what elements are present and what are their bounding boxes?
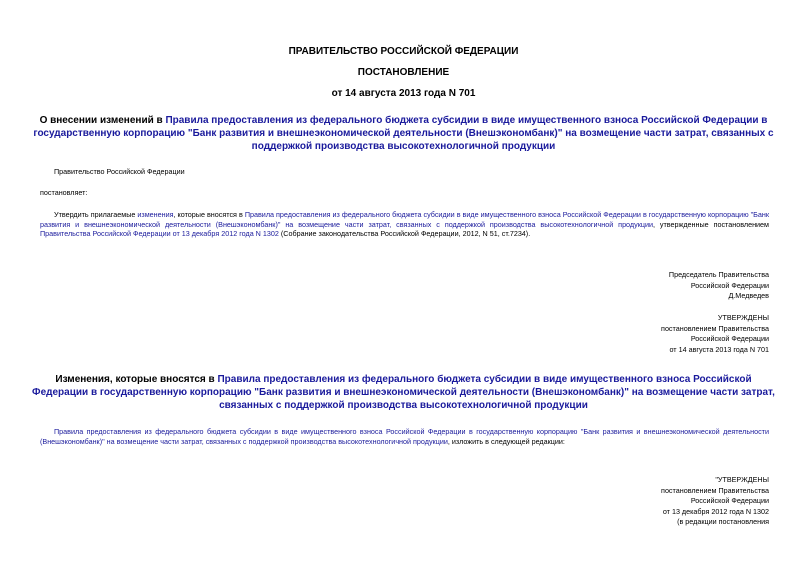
para1-text-4: (Собрание законодательства Российской Федерации, 2012, N 51, ст.7234). [278, 229, 531, 238]
approved2-line-3: Российской Федерации [690, 496, 769, 505]
changes-title-prefix: Изменения, которые вносятся в [55, 374, 218, 385]
changes-para-suffix: , изложить в следующей редакции: [447, 436, 565, 446]
government-heading: ПРАВИТЕЛЬСТВО РОССИЙСКОЙ ФЕДЕРАЦИИ [288, 46, 519, 57]
approved2-line-5: (в редакции постановления [677, 517, 769, 526]
changes-link[interactable]: изменения [137, 210, 174, 219]
signature-line-2: Российской Федерации [690, 280, 769, 290]
resolution-1302-link[interactable]: Правительства Российской Федерации от 13 декабря 2012 года N 1302 [40, 229, 279, 238]
government-line: Правительство Российской Федерации [54, 167, 185, 176]
para1-text-2: , которые вносятся в [173, 210, 245, 219]
title-rules-link[interactable]: Правила предоставления из федерального бюджета субсидии в виде имущественного взноса Российской Федерации в государственную корпорацию "Банк развития и внешнеэкономической деятельности (Внешэкономбанк)" на возмещение части затрат, связанных с поддержкой производства высокотехнологичной продукции [33, 115, 774, 152]
approved-block [469, 313, 769, 355]
resolution-paragraph [40, 210, 769, 239]
approved2-line-4: от 13 декабря 2012 года N 1302 [662, 506, 769, 516]
changes-para-rules-link[interactable]: Правила предоставления из федерального бюджета субсидии в виде имущественного взноса Российской Федерации в государственную корпорацию "Банк развития и внешнеэкономической деятельности (Внешэкономбанк)" на возмещение части затрат, связанных с поддержкой производства высокотехнологичной продукции [40, 427, 769, 446]
approved-line-4: от 14 августа 2013 года N 701 [669, 344, 769, 354]
para1-text-3: , утвержденные постановлением [652, 219, 769, 229]
signature-block [469, 270, 769, 302]
signature-line-3: Д.Медведев [728, 291, 769, 300]
signature-line-1: Председатель Правительства [668, 270, 769, 279]
approved-line-1: УТВЕРЖДЕНЫ [717, 313, 769, 322]
approved-block-2 [469, 475, 769, 528]
approved-line-2: постановлением Правительства [661, 323, 769, 333]
changes-paragraph [40, 427, 769, 446]
changes-title-rules-link[interactable]: Правила предоставления из федерального бюджета субсидии в виде имущественного взноса Российской Федерации в государственную корпорацию "Банк развития и внешнеэкономической деятельности (Внешэкономбанк)" на возмещение части затрат, связанных с поддержкой производства высокотехнологичной продукции [32, 374, 775, 411]
resolves-line: постановляет: [40, 188, 88, 197]
document-title [30, 114, 777, 153]
approved2-line-2: постановлением Правительства [661, 485, 769, 495]
approved2-line-1: "УТВЕРЖДЕНЫ [715, 475, 769, 484]
para1-text-1: Утвердить прилагаемые [54, 210, 138, 219]
changes-title [30, 373, 777, 412]
document-type: ПОСТАНОВЛЕНИЕ [357, 67, 450, 78]
approved-line-3: Российской Федерации [690, 334, 769, 343]
document-date-number: от 14 августа 2013 года N 701 [331, 88, 476, 99]
rules-link[interactable]: Правила предоставления из федерального бюджета субсидии в виде имущественного взноса Российской Федерации в государственную корпорацию "Банк развития и внешнеэкономической деятельности (Внешэкономбанк)" на возмещение части затрат, связанных с поддержкой производства высокотехнологичной продукции [40, 210, 769, 229]
title-prefix: О внесении изменений в [39, 115, 166, 126]
